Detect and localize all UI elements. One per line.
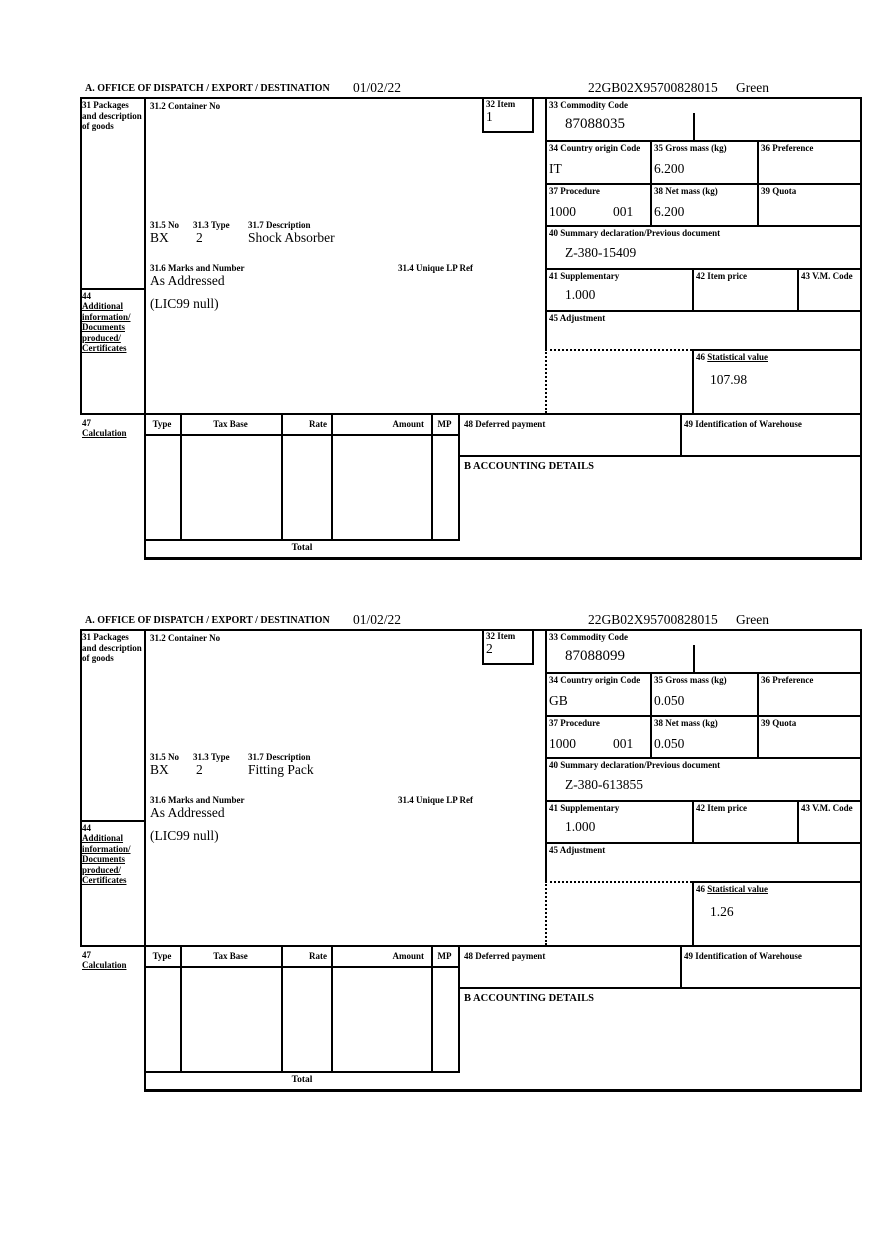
commodity-code-label: 33 Commodity Code <box>549 632 628 642</box>
container-no-label: 31.2 Container No <box>150 101 221 111</box>
additional-info-box-label: Additional information/ Documents produced/ Certificates <box>82 301 131 354</box>
package-type-value: 2 <box>196 230 203 245</box>
vm-code-label: 43 V.M. Code <box>801 803 853 813</box>
grid-line <box>860 947 862 1092</box>
preference-label: 36 Preference <box>761 675 814 685</box>
package-no-label: 31.5 No <box>150 220 179 230</box>
deferred-payment-label: 48 Deferred payment <box>464 419 546 429</box>
grid-line <box>80 629 82 947</box>
declaration-item-section-1 <box>80 80 864 564</box>
procedure-value-2: 001 <box>613 204 634 219</box>
grid-line <box>144 629 146 947</box>
office-of-dispatch-label: A. OFFICE OF DISPATCH / EXPORT / DESTINATION <box>85 83 330 94</box>
accounting-details-label: B ACCOUNTING DETAILS <box>464 993 594 1004</box>
tax-type-header: Type <box>152 951 172 961</box>
gross-mass-label: 35 Gross mass (kg) <box>654 675 727 685</box>
grid-line <box>692 881 694 945</box>
grid-line <box>482 629 484 665</box>
grid-line <box>144 1071 460 1073</box>
supplementary-label: 41 Supplementary <box>549 803 620 813</box>
amount-header: Amount <box>392 419 424 429</box>
marks-number-label: 31.6 Marks and Number <box>150 795 245 805</box>
total-label: Total <box>291 1075 313 1085</box>
item-number-value: 2 <box>486 641 493 656</box>
grid-line <box>692 268 694 310</box>
movement-reference-number: 22GB02X95700828015 <box>588 80 718 95</box>
grid-line <box>80 820 144 822</box>
accounting-details-label: B ACCOUNTING DETAILS <box>464 461 594 472</box>
packages-description-label: 31 Packages and description of goods <box>82 100 142 132</box>
adjustment-label: 45 Adjustment <box>549 313 606 323</box>
net-mass-label: 38 Net mass (kg) <box>654 718 718 728</box>
preference-label: 36 Preference <box>761 143 814 153</box>
tax-type-header: Type <box>152 419 172 429</box>
country-origin-label: 34 Country origin Code <box>549 143 641 153</box>
grid-line <box>797 268 799 310</box>
marks-number-value: As Addressed <box>150 805 225 820</box>
item-price-label: 42 Item price <box>696 803 747 813</box>
declaration-date: 01/02/22 <box>353 612 402 627</box>
procedure-value-2: 001 <box>613 736 634 751</box>
grid-line <box>545 140 862 142</box>
tax-base-header: Tax Base <box>213 951 248 961</box>
grid-line <box>693 645 695 672</box>
goods-description-value: Fitting Pack <box>248 762 314 777</box>
rate-header: Rate <box>309 419 327 429</box>
description-label: 31.7 Description <box>248 752 311 762</box>
additional-info-box-no: 44 <box>82 823 91 833</box>
additional-information-value: (LIC99 null) <box>150 828 219 843</box>
rate-header: Rate <box>309 951 327 961</box>
grid-line <box>532 629 534 665</box>
quota-label: 39 Quota <box>761 186 797 196</box>
grid-line <box>692 881 862 883</box>
quota-label: 39 Quota <box>761 718 797 728</box>
grid-line <box>144 434 460 436</box>
calculation-box-no: 47 <box>82 950 91 960</box>
office-of-dispatch-label: A. OFFICE OF DISPATCH / EXPORT / DESTINATION <box>85 615 330 626</box>
grid-line <box>458 987 862 989</box>
package-type-label: 31.3 Type <box>193 220 230 230</box>
package-no-value: BX <box>150 762 169 777</box>
supplementary-value: 1.000 <box>565 287 596 302</box>
amount-header: Amount <box>392 951 424 961</box>
supplementary-value: 1.000 <box>565 819 596 834</box>
mp-header: MP <box>437 951 452 961</box>
marks-number-value: As Addressed <box>150 273 225 288</box>
grid-line <box>692 349 694 413</box>
grid-line <box>144 97 146 415</box>
package-type-label: 31.3 Type <box>193 752 230 762</box>
routing-status: Green <box>736 80 769 95</box>
grid-line <box>144 539 460 541</box>
country-origin-value: IT <box>549 161 562 176</box>
grid-line <box>680 947 682 987</box>
grid-line <box>545 183 862 185</box>
grid-line <box>860 415 862 560</box>
statistical-value-label-text: Statistical value <box>707 352 768 362</box>
grid-line <box>545 672 862 674</box>
movement-reference-number: 22GB02X95700828015 <box>588 612 718 627</box>
summary-declaration-value: Z-380-613855 <box>565 777 643 792</box>
commodity-code-value: 87088099 <box>565 648 625 664</box>
item-price-label: 42 Item price <box>696 271 747 281</box>
commodity-code-label: 33 Commodity Code <box>549 100 628 110</box>
summary-declaration-label: 40 Summary declaration/Previous document <box>549 760 721 770</box>
grid-line <box>545 800 862 802</box>
grid-line <box>80 97 82 415</box>
procedure-value: 1000 <box>549 736 576 751</box>
grid-line <box>692 800 694 842</box>
grid-line <box>545 225 862 227</box>
net-mass-label: 38 Net mass (kg) <box>654 186 718 196</box>
item-number-value: 1 <box>486 109 493 124</box>
grid-line <box>545 881 547 945</box>
grid-line <box>80 97 862 99</box>
grid-line <box>545 842 862 844</box>
gross-mass-label: 35 Gross mass (kg) <box>654 143 727 153</box>
grid-line <box>692 349 862 351</box>
grid-line <box>482 131 534 133</box>
grid-line <box>545 349 547 413</box>
grid-line <box>458 455 862 457</box>
declaration-item-section-2 <box>80 612 864 1096</box>
procedure-value: 1000 <box>549 204 576 219</box>
additional-info-box-no: 44 <box>82 291 91 301</box>
adjustment-label: 45 Adjustment <box>549 845 606 855</box>
statistical-value-label <box>696 352 768 363</box>
warehouse-id-label: 49 Identification of Warehouse <box>684 951 802 961</box>
grid-line <box>680 415 682 455</box>
statistical-value-label <box>696 884 768 895</box>
grid-line <box>545 757 862 759</box>
grid-line <box>80 288 144 290</box>
commodity-code-value: 87088035 <box>565 116 625 132</box>
routing-status: Green <box>736 612 769 627</box>
grid-line <box>80 945 862 947</box>
item-box-label: 32 Item <box>486 631 516 641</box>
declaration-date: 01/02/22 <box>353 80 402 95</box>
country-origin-label: 34 Country origin Code <box>549 675 641 685</box>
statistical-value: 107.98 <box>710 372 748 387</box>
warehouse-id-label: 49 Identification of Warehouse <box>684 419 802 429</box>
container-no-label: 31.2 Container No <box>150 633 221 643</box>
description-label: 31.7 Description <box>248 220 311 230</box>
summary-declaration-label: 40 Summary declaration/Previous document <box>549 228 721 238</box>
marks-number-label: 31.6 Marks and Number <box>150 263 245 273</box>
grid-line <box>532 97 534 133</box>
gross-mass-value: 6.200 <box>654 161 685 176</box>
grid-line <box>80 413 862 415</box>
calculation-box-label: Calculation <box>82 428 127 438</box>
packages-description-label: 31 Packages and description of goods <box>82 632 142 664</box>
calculation-box-label: Calculation <box>82 960 127 970</box>
net-mass-value: 6.200 <box>654 204 685 219</box>
grid-line <box>545 881 692 883</box>
grid-line <box>545 268 862 270</box>
statistical-value-label-text: Statistical value <box>707 884 768 894</box>
item-box-label: 32 Item <box>486 99 516 109</box>
package-no-label: 31.5 No <box>150 752 179 762</box>
grid-line <box>482 97 484 133</box>
goods-description-value: Shock Absorber <box>248 230 335 245</box>
gross-mass-value: 0.050 <box>654 693 685 708</box>
deferred-payment-label: 48 Deferred payment <box>464 951 546 961</box>
procedure-label: 37 Procedure <box>549 186 600 196</box>
calculation-box-no: 47 <box>82 418 91 428</box>
total-label: Total <box>291 543 313 553</box>
mp-header: MP <box>437 419 452 429</box>
procedure-label: 37 Procedure <box>549 718 600 728</box>
grid-line <box>144 1089 862 1092</box>
country-origin-value: GB <box>549 693 568 708</box>
grid-line <box>482 663 534 665</box>
summary-declaration-value: Z-380-15409 <box>565 245 637 260</box>
grid-line <box>860 97 862 415</box>
grid-line <box>80 629 862 631</box>
vm-code-label: 43 V.M. Code <box>801 271 853 281</box>
package-type-value: 2 <box>196 762 203 777</box>
grid-line <box>693 113 695 140</box>
grid-line <box>545 310 862 312</box>
package-no-value: BX <box>150 230 169 245</box>
grid-line <box>144 557 862 560</box>
additional-info-box-label: Additional information/ Documents produced/ Certificates <box>82 833 131 886</box>
grid-line <box>144 966 460 968</box>
grid-line <box>545 715 862 717</box>
supplementary-label: 41 Supplementary <box>549 271 620 281</box>
tax-base-header: Tax Base <box>213 419 248 429</box>
grid-line <box>545 349 692 351</box>
statistical-value: 1.26 <box>710 904 734 919</box>
unique-lp-ref-label: 31.4 Unique LP Ref <box>398 263 474 273</box>
unique-lp-ref-label: 31.4 Unique LP Ref <box>398 795 474 805</box>
grid-line <box>860 629 862 947</box>
net-mass-value: 0.050 <box>654 736 685 751</box>
statistical-value-label-no: 46 <box>696 352 705 362</box>
statistical-value-label-no: 46 <box>696 884 705 894</box>
grid-line <box>797 800 799 842</box>
additional-information-value: (LIC99 null) <box>150 296 219 311</box>
